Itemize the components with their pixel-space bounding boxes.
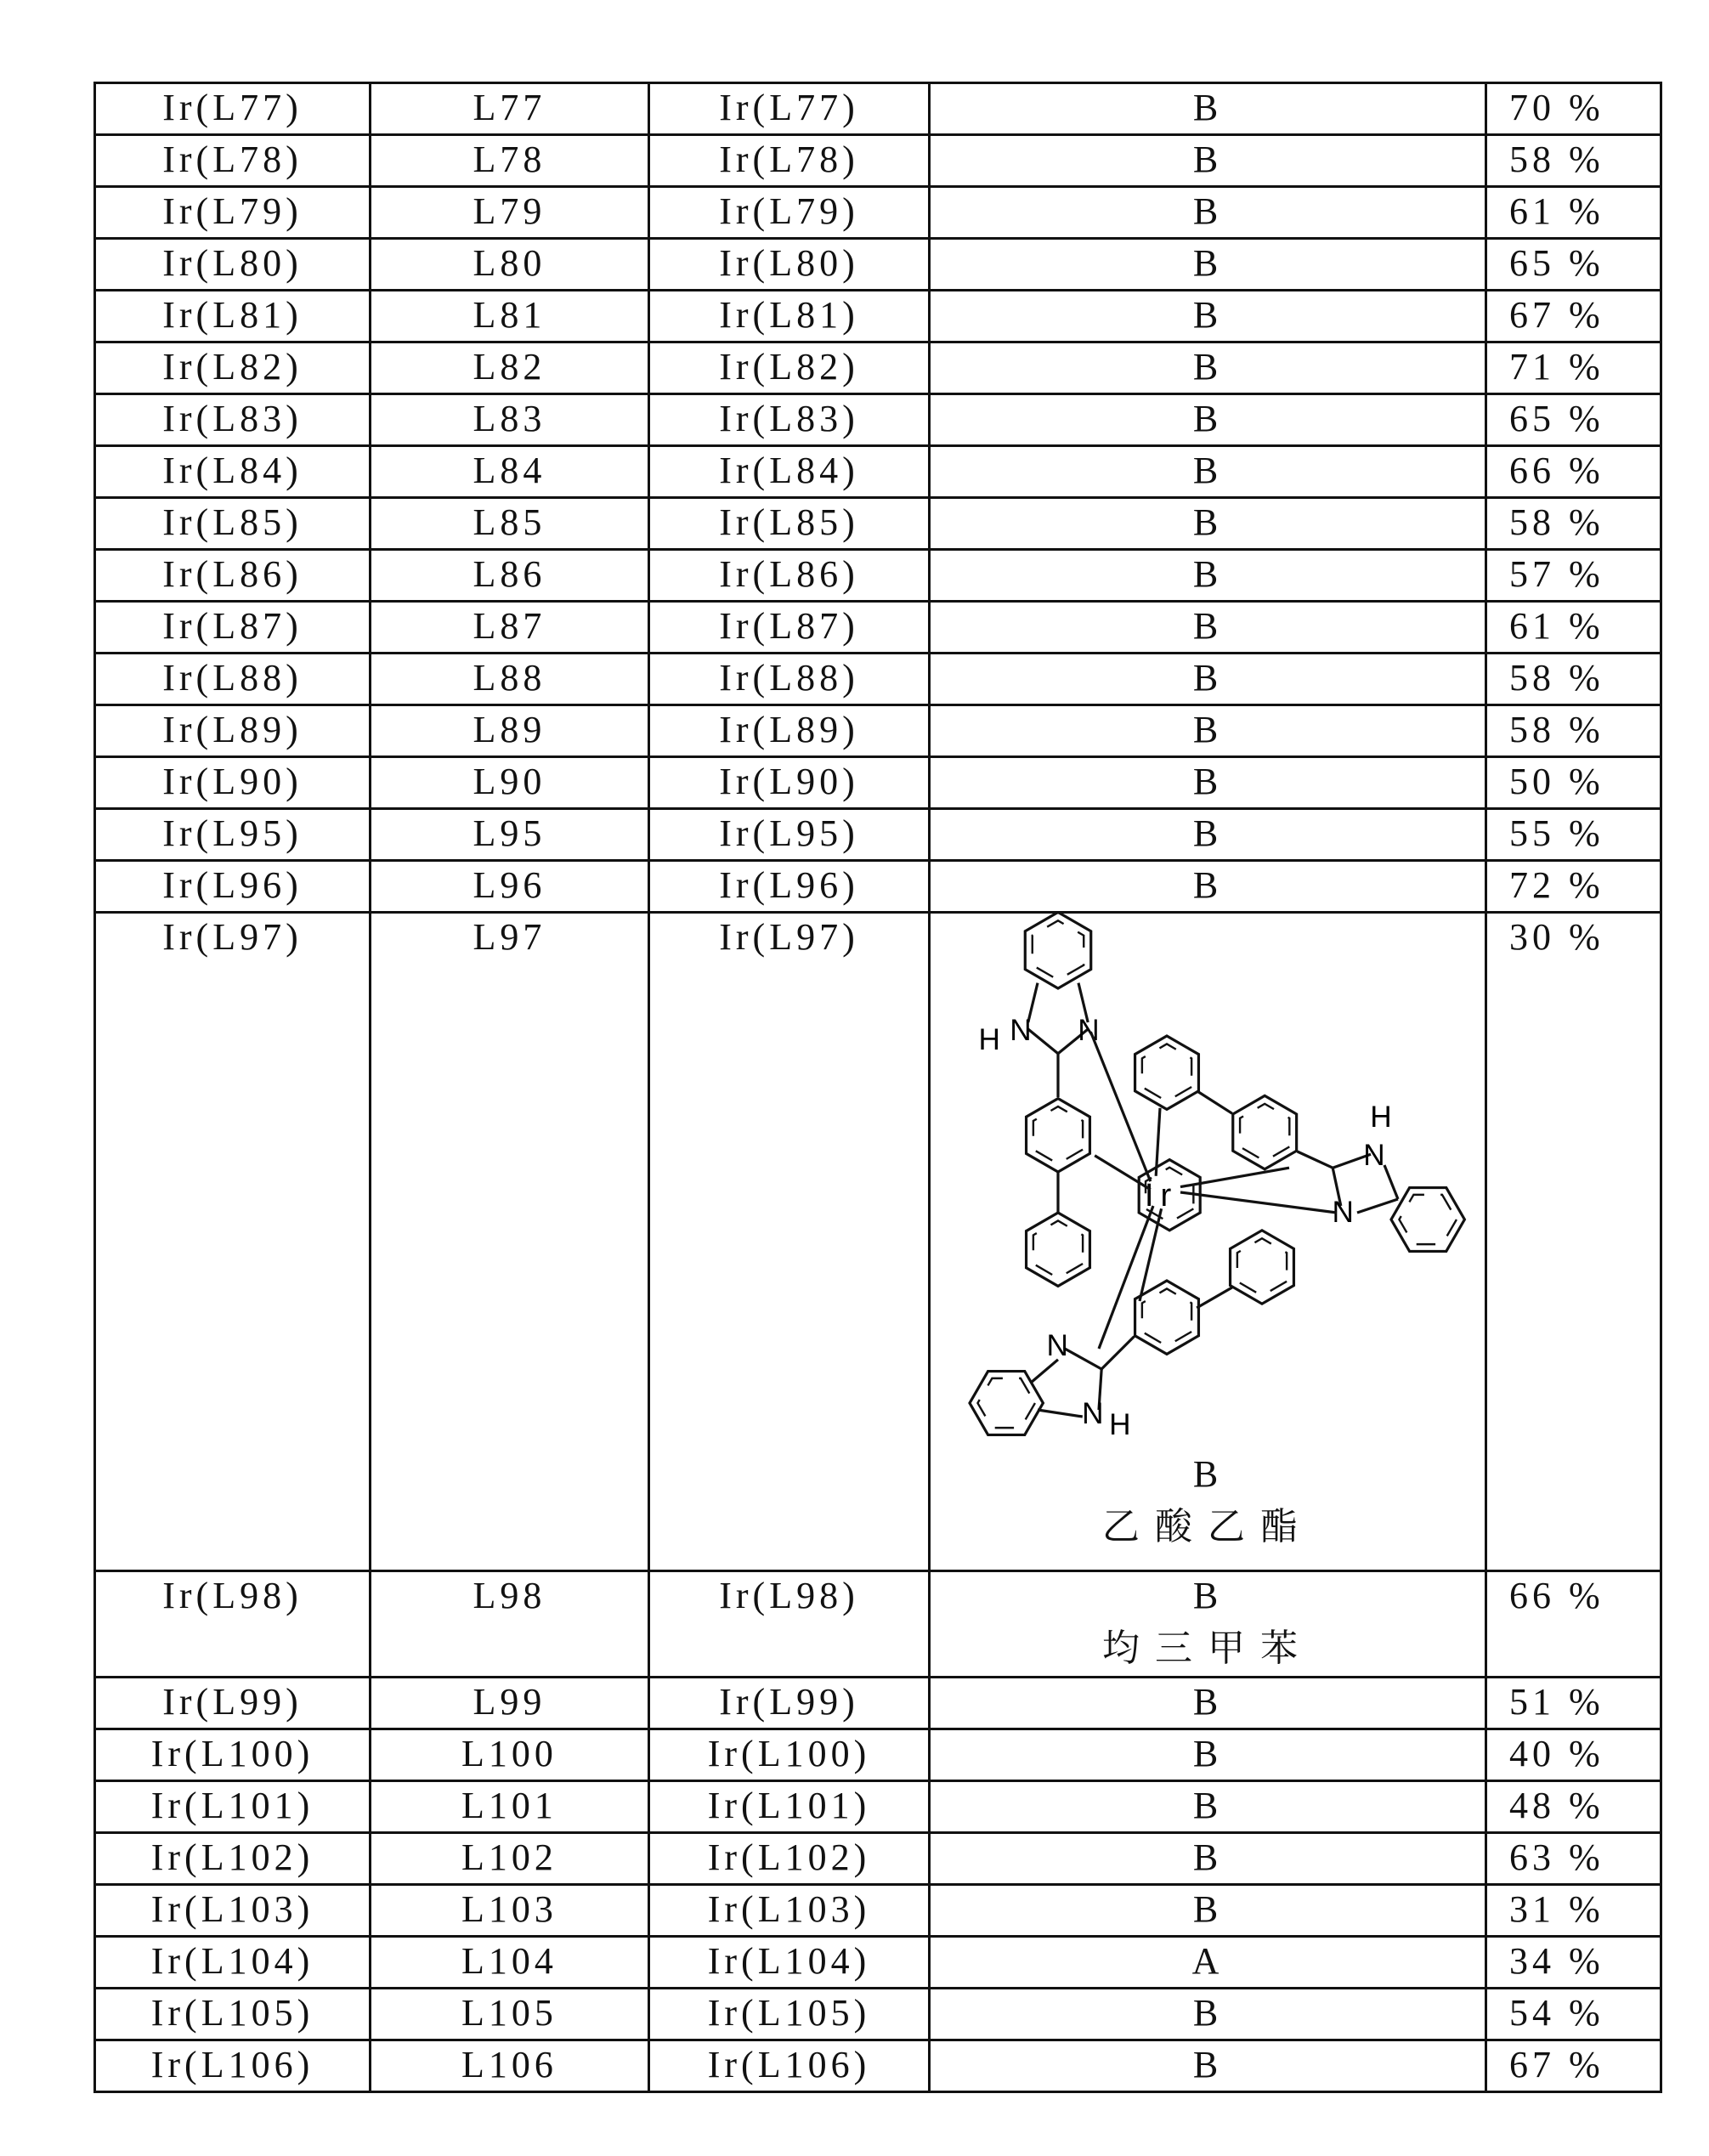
method-label: B [931,84,1485,132]
ring-double-bonds [1237,1238,1287,1296]
ligand-name: L99 [371,1678,649,1729]
product-name: Ir(L99) [649,1678,930,1729]
complex-name: Ir(L90) [95,757,371,809]
product-name: Ir(L97) [649,913,930,1571]
bond [1180,1192,1337,1213]
method-cell [930,1729,1486,1781]
yield-value: 65 % [1486,239,1661,291]
ligand-name: L103 [371,1885,649,1937]
yield-value: 51 % [1486,1678,1661,1729]
method-cell [930,394,1486,446]
ligand-name: L81 [371,291,649,342]
complex-name: Ir(L82) [95,342,371,394]
complex-name: Ir(L104) [95,1937,371,1989]
table-row [95,291,1661,342]
yield-value: 58 % [1486,705,1661,757]
complex-name: Ir(L80) [95,239,371,291]
method-cell [930,342,1486,394]
ligand-name: L83 [371,394,649,446]
method-label: B [931,1730,1485,1778]
yield-value: 54 % [1486,1989,1661,2040]
bond [1357,1199,1398,1213]
method-cell [930,654,1486,705]
complex-name: Ir(L86) [95,550,371,602]
bond [1197,1287,1232,1308]
method-label: B [931,706,1485,754]
benzene-ring [1135,1281,1199,1354]
yield-value: 67 % [1486,2040,1661,2092]
ligand-name: L90 [371,757,649,809]
ligand-name: L86 [371,550,649,602]
ligand-name: L100 [371,1729,649,1781]
method-cell [930,1571,1486,1678]
method-cell [930,1678,1486,1729]
yield-value: 66 % [1486,446,1661,498]
method-label: A [931,1938,1485,1985]
ligand-name: L96 [371,861,649,913]
yield-value: 55 % [1486,809,1661,861]
ligand-name: L80 [371,239,649,291]
atom-label: N [1082,1397,1110,1430]
complex-name: Ir(L89) [95,705,371,757]
complex-name: Ir(L77) [95,83,371,135]
yield-value: 66 % [1486,1571,1661,1678]
bond [1298,1152,1333,1168]
method-cell [930,809,1486,861]
method-label: B [931,1834,1485,1882]
method-cell [930,291,1486,342]
yield-value: 61 % [1486,602,1661,654]
table-row [95,1885,1661,1937]
method-label: B [931,188,1485,235]
ligand-name: L78 [371,135,649,187]
ligand-name: L104 [371,1937,649,1989]
bond [1101,1337,1134,1369]
product-name: Ir(L82) [649,342,930,394]
method-label: B [931,1782,1485,1830]
atom-label: H [1370,1101,1398,1134]
yield-value: 65 % [1486,394,1661,446]
method-label: B [931,2041,1485,2089]
method-label: B [931,395,1485,443]
complex-name: Ir(L97) [95,913,371,1571]
solvent-note: 均三甲苯 [931,1625,1485,1672]
ligand-name: L97 [371,913,649,1571]
ring-double-bonds [1142,1288,1191,1346]
atom-label: N [1046,1329,1074,1362]
method-cell [930,550,1486,602]
method-cell [930,1781,1486,1833]
benzene-ring [1233,1095,1297,1169]
method-label: B [931,1451,1485,1498]
yield-value: 63 % [1486,1833,1661,1885]
ligand-name: L101 [371,1781,649,1833]
complex-name: Ir(L83) [95,394,371,446]
table-row [95,1678,1661,1729]
yield-value: 61 % [1486,187,1661,239]
yield-value: 67 % [1486,291,1661,342]
yield-value: 50 % [1486,757,1661,809]
ring-double-bonds [977,1378,1035,1428]
product-name: Ir(L90) [649,757,930,809]
product-name: Ir(L85) [649,498,930,550]
ring-double-bonds [1033,1220,1083,1278]
benzene-ring [1027,1213,1090,1286]
method-label: B [931,603,1485,650]
product-name: Ir(L81) [649,291,930,342]
method-cell [930,602,1486,654]
method-label: B [931,1886,1485,1933]
atom-label: Ir [1145,1177,1178,1214]
table-row [95,342,1661,394]
method-label: B [931,343,1485,391]
ring-double-bonds [1142,1044,1191,1101]
method-cell [930,83,1486,135]
product-name: Ir(L87) [649,602,930,654]
complex-name: Ir(L81) [95,291,371,342]
yield-value: 58 % [1486,654,1661,705]
complex-name: Ir(L79) [95,187,371,239]
benzene-ring [1027,1099,1090,1172]
yield-value: 57 % [1486,550,1661,602]
ligand-name: L95 [371,809,649,861]
benzene-ring [1025,914,1090,988]
benzene-ring [1391,1188,1464,1252]
method-cell [930,1833,1486,1885]
product-name: Ir(L86) [649,550,930,602]
atom-label: N [1363,1139,1391,1172]
complex-name: Ir(L88) [95,654,371,705]
iridium-complex-structure [936,914,1480,1457]
ligand-name: L85 [371,498,649,550]
complex-name: Ir(L87) [95,602,371,654]
bond [1031,1360,1058,1383]
table-row [95,1833,1661,1885]
product-name: Ir(L83) [649,394,930,446]
product-name: Ir(L101) [649,1781,930,1833]
product-name: Ir(L84) [649,446,930,498]
table-row [95,757,1661,809]
product-name: Ir(L103) [649,1885,930,1937]
method-cell [930,705,1486,757]
product-name: Ir(L100) [649,1729,930,1781]
method-cell [930,1937,1486,1989]
yield-value: 58 % [1486,498,1661,550]
table-row [95,705,1661,757]
complex-name: Ir(L105) [95,1989,371,2040]
product-name: Ir(L96) [649,861,930,913]
table-row [95,187,1661,239]
method-label: B [931,240,1485,287]
ligand-name: L89 [371,705,649,757]
yield-value: 34 % [1486,1937,1661,1989]
bond [1038,1410,1083,1417]
method-cell [930,446,1486,498]
method-cell [930,913,1486,1571]
product-name: Ir(L106) [649,2040,930,2092]
method-label: B [931,862,1485,909]
method-label: B [931,499,1485,546]
product-name: Ir(L105) [649,1989,930,2040]
table-row [95,654,1661,705]
table-row [95,602,1661,654]
method-cell [930,135,1486,187]
product-name: Ir(L77) [649,83,930,135]
complex-name: Ir(L96) [95,861,371,913]
method-label: B [931,291,1485,339]
complex-name: Ir(L99) [95,1678,371,1729]
table-row [95,446,1661,498]
yield-value: 48 % [1486,1781,1661,1833]
atom-label: H [1109,1408,1137,1441]
method-cell [930,239,1486,291]
product-name: Ir(L98) [649,1571,930,1678]
table-row [95,1729,1661,1781]
method-cell [930,757,1486,809]
table-row [95,809,1661,861]
ligand-name: L98 [371,1571,649,1678]
ligand-name: L79 [371,187,649,239]
ring-double-bonds [1033,1106,1083,1164]
ligand-name: L88 [371,654,649,705]
bond [1198,1092,1232,1114]
product-name: Ir(L78) [649,135,930,187]
table-row [95,394,1661,446]
table-row [95,239,1661,291]
method-cell [930,1989,1486,2040]
method-cell [930,861,1486,913]
method-cell [930,2040,1486,2092]
benzene-ring [1231,1231,1294,1304]
method-label: B [931,810,1485,857]
method-label: B [931,447,1485,495]
method-cell [930,1885,1486,1937]
method-cell [930,187,1486,239]
method-label: B [931,551,1485,598]
ligand-name: L105 [371,1989,649,2040]
method-label: B [931,758,1485,806]
solvent-note: 乙酸乙酯 [931,1503,1485,1551]
method-label: B [931,136,1485,184]
ligand-name: L106 [371,2040,649,2092]
ring-double-bonds [1399,1195,1457,1244]
atom-label: N [1332,1196,1360,1229]
table-row [95,913,1661,1571]
yield-value: 72 % [1486,861,1661,913]
table-row [95,135,1661,187]
ring-double-bonds [1240,1104,1289,1162]
product-name: Ir(L102) [649,1833,930,1885]
complex-name: Ir(L102) [95,1833,371,1885]
product-name: Ir(L79) [649,187,930,239]
method-cell [930,498,1486,550]
complex-name: Ir(L78) [95,135,371,187]
yield-value: 31 % [1486,1885,1661,1937]
complex-name: Ir(L106) [95,2040,371,2092]
yield-value: 58 % [1486,135,1661,187]
ligand-name: L84 [371,446,649,498]
product-name: Ir(L95) [649,809,930,861]
method-label: B [931,1572,1485,1620]
method-label: B [931,1678,1485,1726]
atom-label: N [1010,1014,1038,1047]
method-label: B [931,654,1485,702]
atom-label: N [1078,1014,1106,1047]
complex-name: Ir(L101) [95,1781,371,1833]
yield-value: 40 % [1486,1729,1661,1781]
table-row [95,1571,1661,1678]
ligand-name: L82 [371,342,649,394]
complex-name: Ir(L98) [95,1571,371,1678]
yield-value: 70 % [1486,83,1661,135]
product-name: Ir(L80) [649,239,930,291]
complex-name: Ir(L95) [95,809,371,861]
yield-value: 71 % [1486,342,1661,394]
product-name: Ir(L104) [649,1937,930,1989]
ligand-name: L87 [371,602,649,654]
yield-value: 30 % [1486,913,1661,1571]
bond [1180,1168,1289,1186]
table-row [95,1989,1661,2040]
ligand-name: L77 [371,83,649,135]
table-row [95,1937,1661,1989]
complex-name: Ir(L85) [95,498,371,550]
product-name: Ir(L88) [649,654,930,705]
complex-name: Ir(L84) [95,446,371,498]
complex-name: Ir(L103) [95,1885,371,1937]
synthesis-table [93,82,1662,2093]
table-row [95,83,1661,135]
ring-double-bonds [1033,920,1084,980]
table-row [95,861,1661,913]
benzene-ring [1135,1036,1199,1109]
atom-label: H [978,1023,1006,1056]
product-name: Ir(L89) [649,705,930,757]
table-row [95,498,1661,550]
table-row [95,550,1661,602]
method-label: B [931,1989,1485,2037]
ligand-name: L102 [371,1833,649,1885]
complex-name: Ir(L100) [95,1729,371,1781]
table-row [95,2040,1661,2092]
table-row [95,1781,1661,1833]
